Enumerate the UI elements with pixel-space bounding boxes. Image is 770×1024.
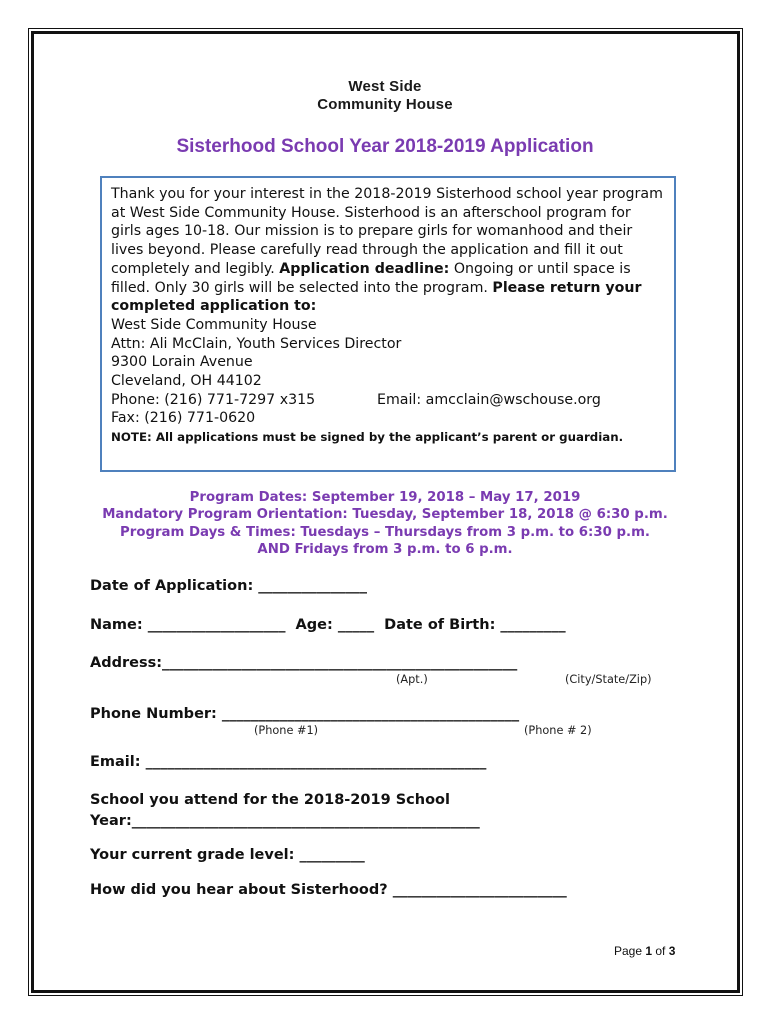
page-number xyxy=(614,944,675,958)
intro-paragraph xyxy=(111,185,665,316)
city-state-zip-caption: (City/State/Zip) xyxy=(565,673,652,686)
page-current: 1 xyxy=(645,944,653,958)
email-field[interactable]: Email: _______________________________________________ xyxy=(90,754,487,770)
program-orientation: Mandatory Program Orientation: Tuesday, September 18, 2018 @ 6:30 p.m. xyxy=(102,507,668,523)
contact-email: Email: amcclain@wschouse.org xyxy=(377,391,601,408)
program-fridays: AND Fridays from 3 p.m. to 6 p.m. xyxy=(257,541,513,557)
hear-about-field[interactable]: How did you hear about Sisterhood? ________________________ xyxy=(90,882,567,898)
contact-fax: Fax: (216) 771-0620 xyxy=(111,410,256,427)
deadline-label: Application deadline: xyxy=(279,260,450,277)
address-line: West Side Community House xyxy=(111,316,317,333)
program-days-times: Program Days & Times: Tuesdays – Thursdays from 3 p.m. to 6:30 p.m. xyxy=(120,524,650,540)
address-line: Cleveland, OH 44102 xyxy=(111,373,262,390)
phone2-caption: (Phone # 2) xyxy=(524,724,592,737)
phone1-caption: (Phone #1) xyxy=(254,724,319,737)
school-label: School you attend for the 2018-2019 School xyxy=(90,792,450,808)
school-year-field[interactable]: Year:________________________________________________ xyxy=(90,813,480,829)
deadline-text: Ongoing or until space is filled. Only 30 girls will be selected into the program. xyxy=(111,260,631,296)
address-line: 9300 Lorain Avenue xyxy=(111,354,253,371)
page-word: Page xyxy=(614,944,646,958)
logo-line-2: Community House xyxy=(317,96,453,113)
logo-line-1: West Side xyxy=(348,78,422,95)
contact-phone: Phone: (216) 771-7297 x315 xyxy=(111,391,316,408)
address-line: Attn: Ali McClain, Youth Services Director xyxy=(111,335,402,352)
apt-caption: (Apt.) xyxy=(396,673,428,686)
guardian-note: NOTE: All applications must be signed by the applicant’s parent or guardian. xyxy=(111,430,624,445)
intro-text: Thank you for your interest in the 2018-2019 Sisterhood school year program at West Side Community House. Sisterhood is an afterschool program for girls ages 10-18. Our mission is to prepare girls for womanhood and their lives beyond. Please carefully read through the application and fill it out completely and legibly. xyxy=(111,186,663,277)
info-box xyxy=(100,176,676,472)
date-of-application-field[interactable]: Date of Application: _______________ xyxy=(90,578,368,594)
program-details xyxy=(0,489,770,558)
page-of-word: of xyxy=(652,944,669,958)
logo xyxy=(0,78,770,114)
page-title: Sisterhood School Year 2018-2019 Application xyxy=(176,136,594,157)
return-label: Please return your completed application to: xyxy=(111,279,642,315)
grade-level-field[interactable]: Your current grade level: _________ xyxy=(90,847,365,863)
page-total: 3 xyxy=(668,944,676,958)
phone-number-field[interactable]: Phone Number: _________________________________________ xyxy=(90,706,520,722)
program-dates: Program Dates: September 19, 2018 – May 17, 2019 xyxy=(189,490,581,505)
phone-email-row xyxy=(111,391,665,410)
address-field[interactable]: Address:_________________________________________________ xyxy=(90,655,518,671)
name-age-dob-field[interactable]: Name: ___________________ Age: _____ Date of Birth: _________ xyxy=(90,617,566,633)
